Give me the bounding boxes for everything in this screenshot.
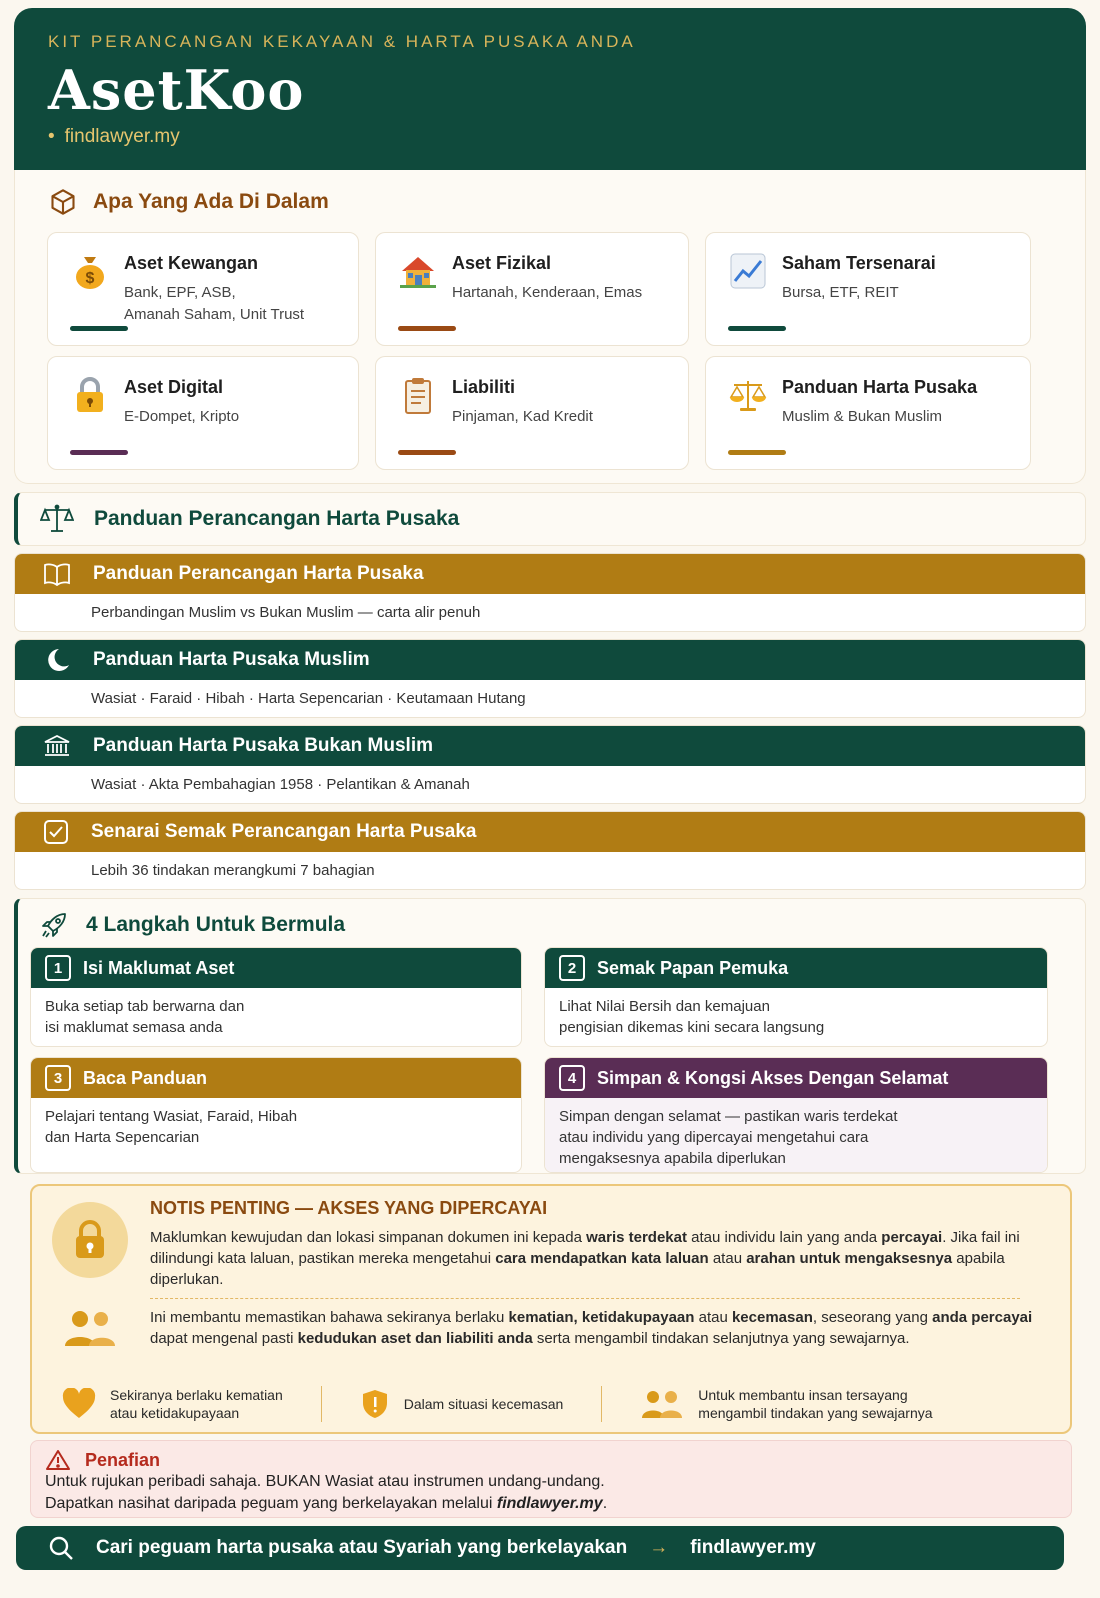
badge-insan-tersayang: Untuk membantu insan tersayang mengambil tindakan yang sewajarnya — [640, 1386, 932, 1422]
disclaimer-box — [30, 1440, 1072, 1518]
warning-icon — [45, 1449, 71, 1471]
guide-title-text: Panduan Perancangan Harta Pusaka — [94, 507, 460, 530]
box-icon — [49, 188, 77, 216]
card-liabiliti[interactable] — [375, 356, 689, 470]
shield-icon — [360, 1388, 390, 1420]
guide-item-title: Panduan Perancangan Harta Pusaka — [93, 563, 424, 584]
header-site[interactable]: • findlawyer.my — [48, 126, 180, 147]
guide-item-muslim[interactable] — [14, 639, 1086, 718]
card-accent-bar — [728, 326, 786, 331]
book-icon — [43, 562, 71, 586]
footer-cta[interactable] — [16, 1526, 1064, 1570]
step-4[interactable] — [544, 1057, 1048, 1173]
card-sub: Bank, EPF, ASB, Amanah Saham, Unit Trust — [124, 284, 305, 323]
people-icon — [62, 1308, 118, 1348]
footer-site[interactable]: findlawyer.my — [690, 1537, 816, 1558]
footer-arrow: → — [649, 1537, 669, 1558]
scales-icon — [40, 504, 74, 534]
step-title: Baca Panduan — [83, 1067, 208, 1088]
card-title: Aset Fizikal — [452, 253, 552, 273]
guide-section-title — [14, 492, 1086, 546]
card-accent-bar — [70, 450, 128, 455]
card-sub: E-Dompet, Kripto — [124, 408, 240, 425]
step-title: Simpan & Kongsi Akses Dengan Selamat — [597, 1067, 949, 1088]
svg-text:$: $ — [85, 270, 95, 287]
notice-badges — [62, 1384, 1054, 1424]
disclaimer-line-2: Dapatkan nasihat daripada peguam yang berkelayakan melalui findlawyer.my. — [45, 1495, 608, 1512]
step-desc: Pelajari tentang Wasiat, Faraid, Hibah dan Harta Sepencarian — [45, 1108, 298, 1146]
card-accent-bar — [728, 450, 786, 455]
inside-title-text: Apa Yang Ada Di Dalam — [93, 190, 329, 213]
notice-divider — [150, 1298, 1020, 1299]
header-kicker: KIT PERANCANGAN KEKAYAAN & HARTA PUSAKA ANDA — [48, 32, 636, 51]
notice-box — [30, 1184, 1072, 1434]
steps-section — [14, 898, 1086, 1174]
card-title: Saham Tersenarai — [782, 253, 936, 273]
disclaimer-title: Penafian — [45, 1449, 1057, 1471]
guide-item-desc: Wasiat · Faraid · Hibah · Harta Sepencarian · Keutamaan Hutang — [91, 690, 526, 707]
steps-title-text: 4 Langkah Untuk Bermula — [86, 913, 346, 936]
clipboard-icon — [398, 375, 438, 415]
guide-item-perancangan[interactable] — [14, 553, 1086, 632]
step-1[interactable] — [30, 947, 522, 1047]
step-3[interactable] — [30, 1057, 522, 1173]
card-title: Panduan Harta Pusaka — [782, 377, 978, 397]
card-sub: Hartanah, Kenderaan, Emas — [452, 284, 643, 301]
card-title: Liabiliti — [452, 377, 515, 397]
disclaimer-line-1: Untuk rujukan peribadi sahaja. BUKAN Wasiat atau instrumen undang-undang. — [45, 1473, 605, 1490]
heart-hand-icon — [62, 1388, 96, 1420]
scales-icon — [728, 375, 768, 415]
checkbox-icon — [43, 819, 69, 845]
badge-kematian: Sekiranya berlaku kematian atau ketidakupayaan — [62, 1386, 283, 1422]
card-sub: Muslim & Bukan Muslim — [782, 408, 943, 425]
guide-item-senarai-semak[interactable] — [14, 811, 1086, 890]
guide-item-desc: Wasiat · Akta Pembahagian 1958 · Pelantikan & Amanah — [91, 776, 470, 793]
disclaimer-link[interactable]: findlawyer.my — [496, 1495, 603, 1512]
step-2[interactable] — [544, 947, 1048, 1047]
guide-item-title: Panduan Harta Pusaka Bukan Muslim — [93, 735, 433, 756]
step-desc: Simpan dengan selamat — pastikan waris terdekat atau individu yang dipercayai mengetahui cara mengaksesnya apabila diperlukan — [545, 1098, 1047, 1172]
card-sub: Bursa, ETF, REIT — [782, 284, 899, 301]
step-desc: Lihat Nilai Bersih dan kemajuan pengisian dikemas kini secara langsung — [559, 998, 825, 1036]
badge-kecemasan: Dalam situasi kecemasan — [360, 1388, 564, 1420]
card-aset-digital[interactable] — [47, 356, 359, 470]
header-site-label: findlawyer.my — [64, 126, 180, 147]
card-panduan-harta-pusaka[interactable] — [705, 356, 1031, 470]
card-accent-bar — [398, 450, 456, 455]
card-accent-bar — [398, 326, 456, 331]
step-number: 1 — [45, 955, 71, 981]
brand-title: AsetKoo — [48, 58, 305, 122]
step-number: 3 — [45, 1065, 71, 1091]
guide-item-bukan-muslim[interactable] — [14, 725, 1086, 804]
notice-paragraph-1: Maklumkan kewujudan dan lokasi simpanan dokumen ini kepada waris terdekat atau individu lain yang anda percayai. Jika fail ini dilindungi kata laluan, pastikan mereka mengetahui cara mendapatkan kata laluan atau arahan untuk mengaksesnya apabila diperlukan. — [150, 1229, 1020, 1288]
card-saham-tersenarai[interactable] — [705, 232, 1031, 346]
card-title: Aset Kewangan — [124, 253, 259, 273]
house-icon — [398, 251, 438, 291]
bank-building-icon — [43, 734, 71, 758]
step-number: 4 — [559, 1065, 585, 1091]
lock-icon — [52, 1202, 128, 1278]
notice-title: NOTIS PENTING — AKSES YANG DIPERCAYAI — [150, 1198, 548, 1218]
money-bag-icon — [70, 251, 110, 291]
card-accent-bar — [70, 326, 128, 331]
guide-item-desc: Lebih 36 tindakan merangkumi 7 bahagian — [91, 862, 375, 879]
lock-icon — [70, 375, 110, 415]
inside-title — [49, 188, 1053, 216]
search-icon — [48, 1535, 74, 1561]
card-sub: Pinjaman, Kad Kredit — [452, 408, 593, 425]
card-aset-fizikal[interactable] — [375, 232, 689, 346]
step-number: 2 — [559, 955, 585, 981]
notice-paragraph-2: Ini membantu memastikan bahawa sekiranya berlaku kematian, ketidakupayaan atau kecemasan, seseorang yang anda percayai dapat mengenal pasti kedudukan aset dan liabiliti anda serta mengambil tindakan selanjutnya yang sewajarnya. — [150, 1309, 1033, 1347]
crescent-icon — [43, 647, 71, 673]
step-desc: Buka setiap tab berwarna dan isi maklumat semasa anda — [45, 998, 245, 1036]
chart-up-icon — [728, 251, 768, 291]
inside-section — [14, 170, 1086, 484]
footer-text: Cari peguam harta pusaka atau Syariah yang berkelayakan — [96, 1537, 628, 1558]
people-icon — [640, 1389, 684, 1419]
rocket-icon — [40, 911, 68, 939]
header — [14, 8, 1086, 170]
steps-title — [40, 909, 1073, 941]
card-aset-kewangan[interactable] — [47, 232, 359, 346]
step-title: Isi Maklumat Aset — [83, 957, 235, 978]
card-title: Aset Digital — [124, 377, 224, 397]
guide-item-title: Senarai Semak Perancangan Harta Pusaka — [91, 821, 477, 842]
step-title: Semak Papan Pemuka — [597, 957, 789, 978]
guide-item-desc: Perbandingan Muslim vs Bukan Muslim — carta alir penuh — [91, 604, 481, 621]
guide-item-title: Panduan Harta Pusaka Muslim — [93, 649, 370, 670]
